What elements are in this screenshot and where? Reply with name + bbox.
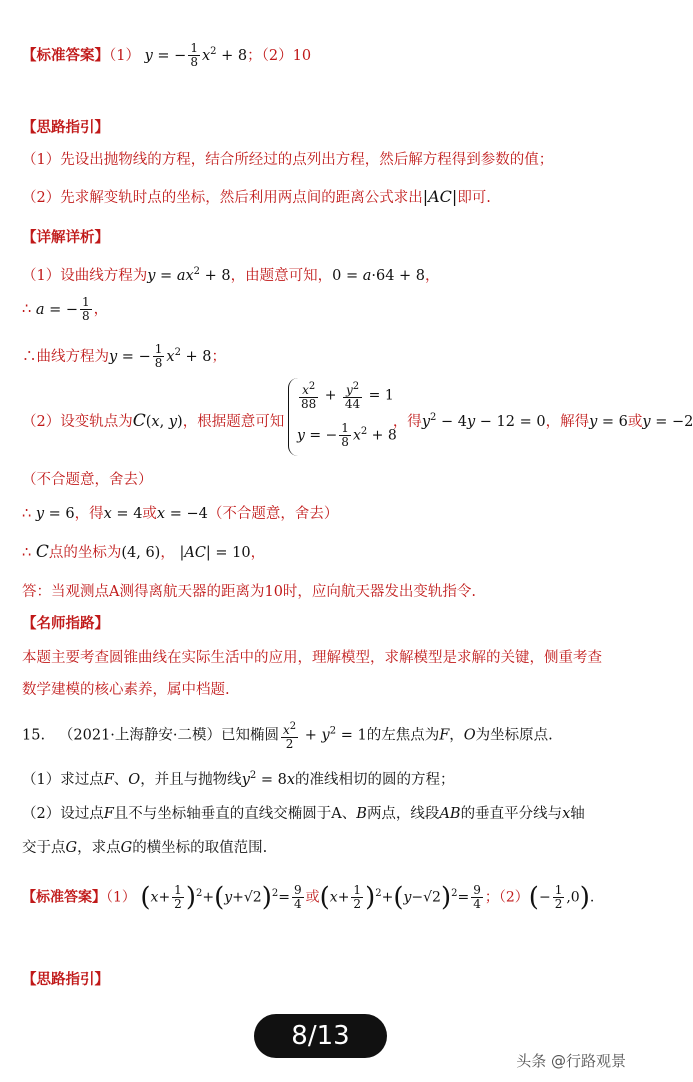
detail-answer: 答：当观测点A测得离航天器的距离为10时，应向航天器发出变轨指令. (22, 584, 477, 600)
q15-stem: 15. （2021·上海静安·二模）已知椭圆 $\frac{x^2}{2}$ + $y^2 = 1$的左焦点为F，O为坐标原点. (22, 721, 553, 751)
therefore-3: ∴ (22, 506, 32, 522)
q15-part2: （2）设过点F且不与坐标轴垂直的直线交椭圆于A、B两点，线段AB的垂直平分线与x轴 (22, 806, 585, 822)
detail-6: ∴ y = 6，得x = 4或x = −4（不合题意，舍去） (22, 506, 339, 522)
teacher-2: 数学建模的核心素养，属中档题. (22, 682, 230, 698)
q15-number: 15. (22, 727, 46, 744)
answer-value-2: 10 (292, 47, 312, 64)
q15-p3a: 交于点 (22, 840, 66, 856)
teacher-label: 【名师指路】 (22, 615, 109, 632)
q15-p1b: 、 (113, 771, 129, 788)
detail-4: （2）设变轨点为C(x, y)，根据题意可知 ，得$y^2 - 4y - 12 = 0$，解得y = 6或y = −2 (22, 410, 693, 431)
q15-source: （2021·上海静安·二模）已知椭圆 (58, 727, 280, 744)
detail-2: ∴ a = − $\frac{1}{8}$ ， (22, 295, 109, 323)
hint-label: 【思路指引】 (22, 119, 109, 136)
answer-line-1: 【标准答案】（1） y = − $\frac{1}{8}$ $x^2 + 8$；（2）10 (22, 41, 312, 70)
q15-p2a: （2）设过点 (22, 806, 104, 822)
q15-p1a: （1）求过点 (22, 771, 104, 788)
detail-3a: 曲线方程为 (36, 348, 109, 365)
detail-4b: ，根据题意可知 (182, 413, 285, 430)
therefore-4: ∴ (22, 545, 32, 561)
detail-1a: （1）设曲线方程为 (22, 267, 148, 284)
or-1: 或 (627, 413, 643, 430)
q15-s1c: ， (449, 727, 464, 744)
detail-label: 【详解详析】 (22, 229, 109, 246)
or-2: 或 (142, 506, 157, 522)
answer15-or: 或 (305, 889, 320, 906)
detail-7: ∴ C点的坐标为(4, 6)， |AC| = 10， (22, 542, 266, 562)
hint-2-end: 即可. (457, 190, 491, 206)
detail-4c: ，得 (392, 413, 422, 430)
q15-p1c: ，并且与抛物线 (140, 771, 242, 788)
answer-sep: ；（2） (247, 47, 293, 64)
teacher-1: 本题主要考查圆锥曲线在实际生活中的应用，理解模型，求解模型是求解的关键，侧重考查 (22, 650, 602, 666)
equation-system: $\frac{x^2}{88}$ + $\frac{y^2}{44}$ = 1 y = − $\frac{1}{8}$ $x^2 + 8$ (288, 378, 393, 456)
page-indicator: 8/13 (254, 1014, 387, 1058)
detail-4d: ，解得 (545, 413, 590, 430)
detail-6b: （不合题意，舍去） (207, 506, 339, 522)
q15-p3b: ，求点 (77, 840, 121, 856)
answer-part1: （1） (109, 47, 140, 64)
detail-5: （不合题意，舍去） (22, 472, 153, 488)
answer15-sep: ；（2） (484, 889, 529, 906)
hint-2-text: （2）先求解变轨时点的坐标，然后利用两点间的距离公式求出 (22, 190, 423, 206)
q15-p2e: 轴 (570, 806, 585, 822)
q15-p2b: 且不与坐标轴垂直的直线交椭圆于A、 (113, 806, 357, 822)
detail-7a: 点的坐标为 (48, 545, 122, 561)
answer-label-15: 【标准答案】 (22, 889, 106, 906)
detail-1b: ，由题意可知， (230, 267, 333, 284)
answer-label: 【标准答案】 (22, 46, 109, 64)
answer15-part1: （1） (106, 889, 136, 906)
detail-1: （1）设曲线方程为$y = ax^2 + 8$，由题意可知，0 = a·64 + 8， (22, 266, 440, 284)
q15-s1b: 的左焦点为 (366, 727, 440, 744)
therefore-2: ∴ (22, 348, 37, 365)
q15-part2-cont: 交于点G，求点G的横坐标的取值范围. (22, 840, 268, 856)
answer-line-15: 【标准答案】（1） (x+ $\frac{1}{2}$ )$^2+(y+√2)^2=$ $\frac{9}{4}$ 或(x+ $\frac{1}{2}$ )$^2+(y-√2)^2=$ $\frac{9}{4}$ ；（2）(− $\frac{1}{2}$ ,0). (22, 882, 595, 913)
therefore-1: ∴ (22, 301, 32, 318)
detail-6a: ，得 (74, 506, 104, 522)
q15-p2c: 两点，线段 (366, 806, 440, 822)
hint-2: （2）先求解变轨时点的坐标，然后利用两点间的距离公式求出|AC|即可. (22, 187, 491, 206)
q15-p1d: 的准线相切的圆的方程； (295, 771, 455, 788)
watermark: 头条 @行路观景 (516, 1052, 626, 1070)
q15-p2d: 的垂直平分线与 (460, 806, 563, 822)
detail-4a: （2）设变轨点为 (22, 413, 133, 430)
hint-label-15: 【思路指引】 (22, 971, 109, 988)
q15-s1d: 为坐标原点. (475, 727, 553, 744)
hint-1: （1）先设出抛物线的方程，结合所经过的点列出方程，然后解方程得到参数的值； (22, 152, 554, 168)
q15-part1: （1）求过点F、O，并且与抛物线$y^2 = 8x$的准线相切的圆的方程； (22, 770, 455, 788)
detail-3: ∴曲线方程为y = − $\frac{1}{8}$ $x^2 + 8$； (22, 342, 227, 371)
q15-p3c: 的横坐标的取值范围. (132, 840, 268, 856)
